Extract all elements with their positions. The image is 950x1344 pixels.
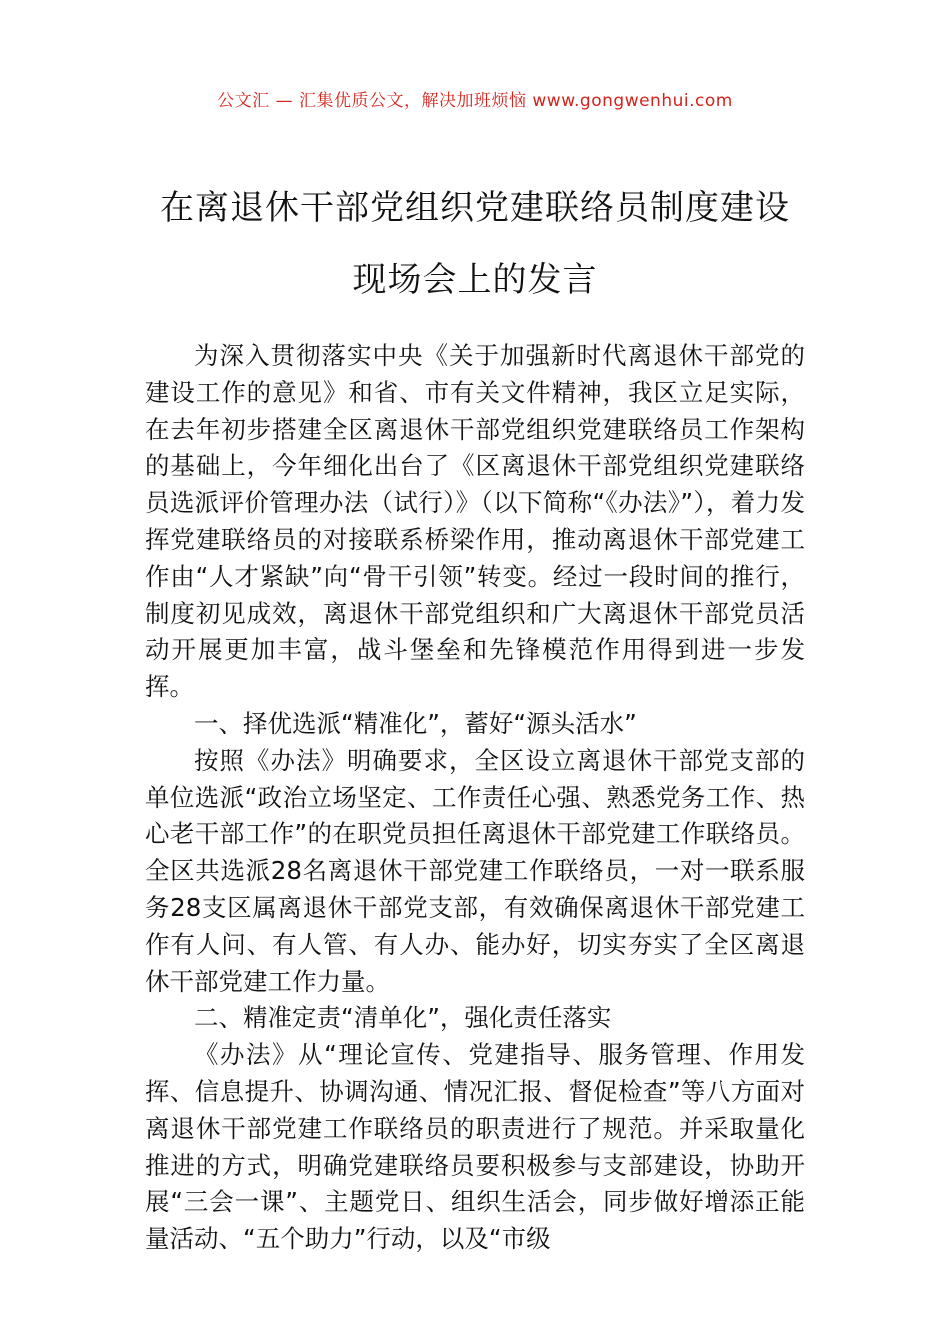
document-title-line-1: 在离退休干部党组织党建联络员制度建设 bbox=[160, 188, 790, 228]
section-1-paragraph: 按照《办法》明确要求，全区设立离退休干部党支部的单位选派“政治立场坚定、工作责任心强、熟悉党务工作、热心老干部工作”的在职党员担任离退休干部党建工作联络员。全区共选派28名离退休干部党建工作联络员，一对一联系服务28支区属离退休干部党支部，有效确保离退休干部党建工作有人问、有人管、有人办、能办好，切实夯实了全区离退休干部党建工作力量。 bbox=[145, 745, 805, 996]
intro-paragraph: 为深入贯彻落实中央《关于加强新时代离退休干部党的建设工作的意见》和省、市有关文件精神，我区立足实际，在去年初步搭建全区离退休干部党组织党建联络员工作架构的基础上，今年细化出台了《区离退休干部党组织党建联络员选派评价管理办法（试行）》（以下简称“《办法》”），着力发挥党建联络员的对接联系桥梁作用，推动离退休干部党建工作由“人才紧缺”向“骨干引领”转变。经过一段时间的推行，制度初见成效，离退休干部党组织和广大离退休干部党员活动开展更加丰富，战斗堡垒和先锋模范作用得到进一步发挥。 bbox=[145, 341, 805, 702]
section-heading-2: 二、精准定责“清单化”，强化责任落实 bbox=[194, 1003, 612, 1033]
section-heading-1: 一、择优选派“精准化”，蓄好“源头活水” bbox=[194, 708, 637, 738]
site-watermark-header: 公文汇 — 汇集优质公文，解决加班烦恼 www.gongwenhui.com bbox=[217, 91, 733, 111]
document-title-line-2: 现场会上的发言 bbox=[352, 260, 598, 300]
section-2-paragraph: 《办法》从“理论宣传、党建指导、服务管理、作用发挥、信息提升、协调沟通、情况汇报、督促检查”等八方面对离退休干部党建工作联络员的职责进行了规范。并采取量化推进的方式，明确党建联络员要积极参与支部建设，协助开展“三会一课”、主题党日、组织生活会，同步做好增添正能量活动、“五个助力”行动，以及“市级 bbox=[145, 1040, 805, 1254]
document-body bbox=[145, 338, 805, 1258]
